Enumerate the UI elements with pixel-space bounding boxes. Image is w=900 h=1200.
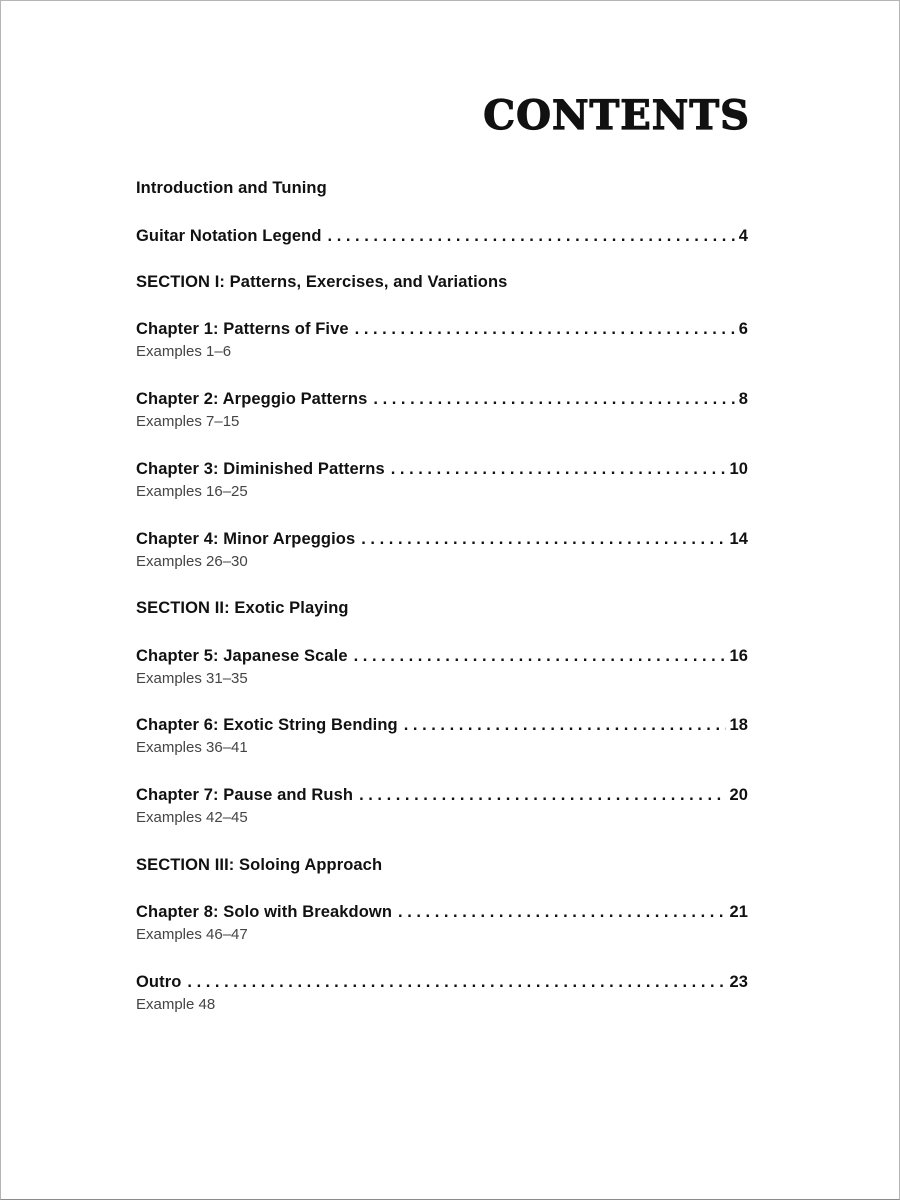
examples-range: Examples 46–47	[136, 926, 248, 943]
toc-entry-chapter-1[interactable]	[136, 319, 748, 362]
page-title: CONTENTS	[483, 92, 750, 139]
examples-range: Examples 26–30	[136, 553, 248, 570]
dot-leader	[361, 529, 726, 549]
page-number: 6	[738, 320, 748, 338]
entry-label: Chapter 5: Japanese Scale	[136, 647, 348, 665]
toc-entry-notation-legend[interactable]	[136, 226, 748, 246]
page-number: 14	[729, 530, 748, 548]
entry-label: Chapter 3: Diminished Patterns	[136, 460, 385, 478]
dot-leader	[355, 319, 736, 339]
examples-range: Examples 31–35	[136, 670, 248, 687]
entry-label: Chapter 6: Exotic String Bending	[136, 716, 398, 734]
page-number: 4	[738, 227, 748, 245]
dot-leader	[373, 389, 735, 409]
examples-range: Examples 7–15	[136, 413, 240, 430]
toc-entry-chapter-3[interactable]	[136, 459, 748, 502]
entry-label: Outro	[136, 973, 182, 991]
dot-leader	[359, 785, 726, 805]
entry-label: Guitar Notation Legend	[136, 227, 322, 245]
toc-entry-chapter-5[interactable]	[136, 646, 748, 689]
page-number: 8	[738, 390, 748, 408]
entry-label: Chapter 8: Solo with Breakdown	[136, 903, 393, 921]
page-number: 20	[729, 786, 748, 804]
page-number: 23	[729, 973, 748, 991]
dot-leader	[398, 902, 726, 922]
dot-leader	[391, 459, 727, 479]
toc-entry-chapter-4[interactable]	[136, 529, 748, 572]
section-label: SECTION III: Soloing Approach	[136, 856, 383, 874]
dot-leader	[354, 646, 727, 666]
examples-range: Example 48	[136, 996, 216, 1013]
toc-entry-chapter-2[interactable]	[136, 389, 748, 432]
toc-section-3[interactable]	[136, 855, 748, 875]
entry-label: Chapter 1: Patterns of Five	[136, 320, 349, 338]
entry-label: Chapter 2: Arpeggio Patterns	[136, 390, 368, 408]
section-label: SECTION I: Patterns, Exercises, and Variations	[136, 273, 508, 291]
examples-range: Examples 36–41	[136, 739, 248, 756]
toc-entry-chapter-8[interactable]	[136, 902, 748, 945]
toc-entry-chapter-6[interactable]	[136, 715, 748, 758]
entry-label: Chapter 7: Pause and Rush	[136, 786, 354, 804]
page-number: 16	[729, 647, 748, 665]
entry-label: Introduction and Tuning	[136, 179, 327, 197]
examples-range: Examples 42–45	[136, 809, 248, 826]
toc-entry-outro[interactable]	[136, 972, 748, 1015]
toc-section-2[interactable]	[136, 598, 748, 618]
section-label: SECTION II: Exotic Playing	[136, 599, 349, 617]
entry-label: Chapter 4: Minor Arpeggios	[136, 530, 356, 548]
dot-leader	[187, 972, 726, 992]
toc-entry-introduction[interactable]	[136, 178, 748, 198]
dot-leader	[328, 226, 736, 246]
page-number: 10	[729, 460, 748, 478]
examples-range: Examples 16–25	[136, 483, 248, 500]
page-number: 21	[729, 903, 748, 921]
examples-range: Examples 1–6	[136, 343, 232, 360]
toc-section-1[interactable]	[136, 272, 748, 292]
page-number: 18	[729, 716, 748, 734]
toc-entry-chapter-7[interactable]	[136, 785, 748, 828]
dot-leader	[404, 715, 727, 735]
